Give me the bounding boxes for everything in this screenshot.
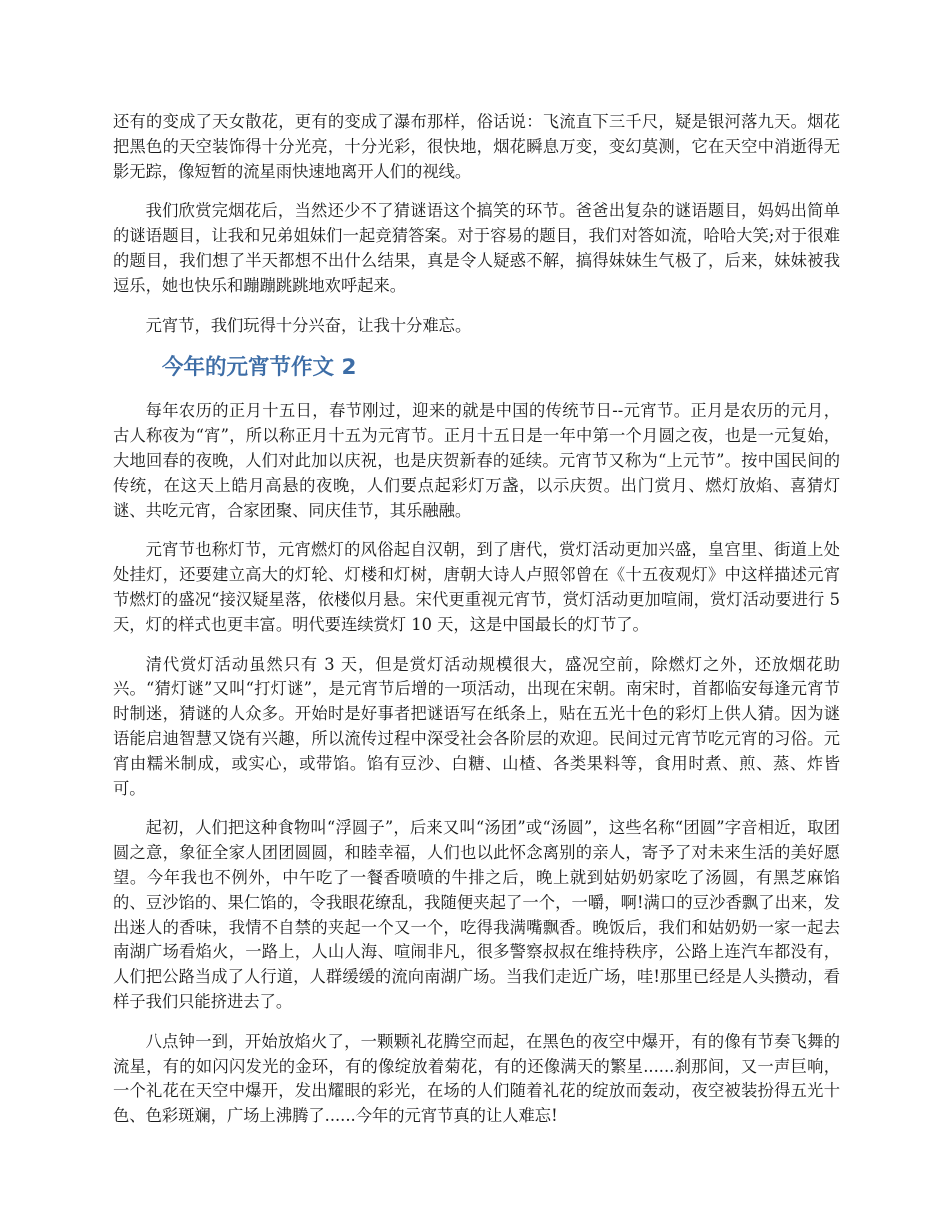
section-heading: 今年的元宵节作文 2	[162, 355, 357, 381]
paragraph-conclusion: 元宵节，我们玩得十分兴奋，让我十分难忘。	[145, 315, 472, 335]
paragraph-origin: 每年农历的正月十五日，春节刚过，迎来的就是中国的传统节日--元宵节。正月是农历的元月，古人称夜为“宵”，所以称正月十五为元宵节。正月十五日是一年中第一个月圆之夜，也是一元复始，大地回春的夜晚，人们对此加以庆祝，也是庆贺新春的延续。元宵节又称为“上元节”。按中国民间的传统，在这天上皓月高悬的夜晚，人们要点起彩灯万盏，以示庆贺。出门赏月、燃灯放焰、喜猜灯谜、共吃元宵，合家团聚、同庆佳节，其乐融融。	[113, 401, 840, 520]
paragraph-fireworks-show: 八点钟一到，开始放焰火了，一颗颗礼花腾空而起，在黑色的夜空中爆开，有的像有节奏飞舞的流星，有的如闪闪发光的金环，有的像绽放着菊花，有的还像满天的繁星......刹那间，又一声巨响，一个礼花在天空中爆开，发出耀眼的彩光，在场的人们随着礼花的绽放而轰动，夜空被装扮得五光十色、色彩斑斓，广场上沸腾了......今年的元宵节真的让人难忘!	[113, 1031, 840, 1126]
paragraph-riddles: 我们欣赏完烟花后，当然还少不了猜谜语这个搞笑的环节。爸爸出复杂的谜语题目，妈妈出简单的谜语题目，让我和兄弟姐妹们一起竞猜答案。对于容易的题目，我们对答如流，哈哈大笑;对于很难的题目，我们想了半天都想不出什么结果，真是令人疑惑不解，搞得妹妹生气极了，后来，妹妹被我逗乐，她也快乐和蹦蹦跳跳地欢呼起来。	[113, 201, 840, 295]
paragraph-fireworks-continued: 还有的变成了天女散花，更有的变成了瀑布那样，俗话说：飞流直下三千尺，疑是银河落九天。烟花把黑色的天空装饰得十分光亮，十分光彩，很快地，烟花瞬息万变，变幻莫测，它在天空中消逝得无影无踪，像短暂的流星雨快速地离开人们的视线。	[113, 112, 840, 181]
paragraph-qing-dynasty: 清代赏灯活动虽然只有 3 天，但是赏灯活动规模很大，盛况空前，除燃灯之外，还放烟花助兴。“猜灯谜”又叫“打灯谜”，是元宵节后增的一项活动，出现在宋朝。南宋时，首都临安每逢元宵节时制迷，猜谜的人众多。开始时是好事者把谜语写在纸条上，贴在五光十色的彩灯上供人猜。因为谜语能启迪智慧又饶有兴趣，所以流传过程中深受社会各阶层的欢迎。民间过元宵节吃元宵的习俗。元宵由糯米制成，或实心，或带馅。馅有豆沙、白糖、山楂、各类果料等，食用时煮、煎、蒸、炸皆可。	[113, 654, 840, 798]
paragraph-lantern-history: 元宵节也称灯节，元宵燃灯的风俗起自汉朝，到了唐代，赏灯活动更加兴盛，皇宫里、街道上处处挂灯，还要建立高大的灯轮、灯楼和灯树，唐朝大诗人卢照邻曾在《十五夜观灯》中这样描述元宵节燃灯的盛况“接汉疑星落，依楼似月悬。宋代更重视元宵节，赏灯活动更加喧闹，赏灯活动要进行 5 天，灯的样式也更丰富。明代要连续赏灯 10 天，这是中国最长的灯节了。	[113, 540, 840, 634]
paragraph-tangyuan: 起初，人们把这种食物叫“浮圆子”，后来又叫“汤团”或“汤圆”，这些名称“团圆”字音相近，取团圆之意，象征全家人团团圆圆，和睦幸福，人们也以此怀念离别的亲人，寄予了对未来生活的美好愿望。今年我也不例外，中午吃了一餐香喷喷的牛排之后，晚上就到姑奶奶家吃了汤圆，有黑芝麻馅的、豆沙馅的、果仁馅的，令我眼花缭乱，我随便夹起了一个，一嚼，啊!满口的豆沙香飘了出来，发出迷人的香味，我情不自禁的夹起一个又一个，吃得我满嘴飘香。晚饭后，我们和姑奶奶一家一起去南湖广场看焰火，一路上，人山人海、喧闹非凡，很多警察叔叔在维持秩序，公路上连汽车都没有，人们把公路当成了人行道，人群缓缓的流向南湖广场。当我们走近广场，哇!那里已经是人头攒动，看样子我们只能挤进去了。	[113, 818, 840, 1011]
document-body	[113, 110, 840, 1144]
